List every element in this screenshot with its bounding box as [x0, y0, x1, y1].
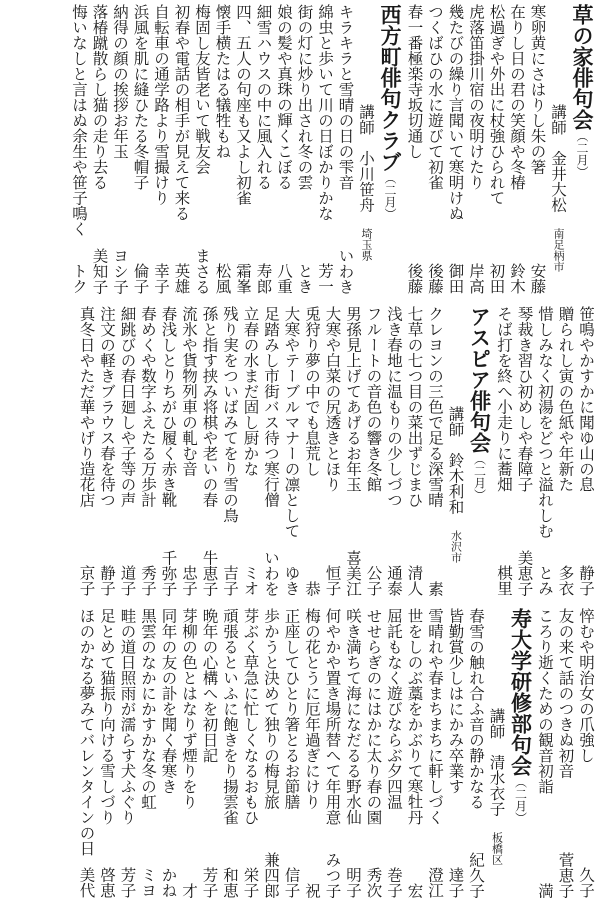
- haiku-author: 道子: [117, 565, 138, 596]
- teacher-label: 講師: [447, 406, 465, 437]
- haiku-verse: 春一番極楽寺坂切通し: [404, 4, 425, 159]
- haiku-entry: [555, 608, 576, 898]
- haiku-entry: [486, 4, 507, 294]
- haiku-entry: [335, 4, 356, 294]
- group-title-text: 寿大学研修部句会: [509, 608, 533, 776]
- haiku-verse: 娘の髪や真珠の輝くこぼる: [274, 4, 295, 190]
- haiku-author: ヨシ子: [110, 248, 131, 295]
- haiku-entry: [179, 306, 200, 596]
- haiku-entry: [130, 4, 151, 294]
- haiku-entry: [281, 608, 302, 898]
- haiku-author: 啓恵: [97, 867, 118, 898]
- teacher-label: 講師: [549, 104, 567, 135]
- haiku-author: 多衣: [555, 565, 576, 596]
- haiku-verse: 真冬日やただ華やげり造花店: [76, 306, 97, 508]
- group-title-kusanoya: [568, 4, 596, 294]
- teacher-line-aspia: [445, 306, 466, 596]
- haiku-author: 幸子: [151, 263, 172, 294]
- haiku-author: 静子: [97, 565, 118, 596]
- haiku-author: 牛恵子: [199, 550, 220, 597]
- haiku-entry: [69, 4, 90, 294]
- haiku-entry: [302, 608, 323, 898]
- haiku-verse: 春雪の触れ合ふ音の静かなる: [466, 608, 487, 810]
- tier-top: [0, 4, 600, 294]
- haiku-author: 菅恵子: [555, 852, 576, 898]
- haiku-entry: [261, 306, 282, 596]
- haiku-entry: [220, 306, 241, 596]
- haiku-entry: [466, 608, 487, 898]
- haiku-entry: [240, 306, 261, 596]
- teacher-line-nishikata: [356, 4, 377, 294]
- teacher-line-kusanoya: [548, 4, 569, 294]
- haiku-author: 祝: [302, 883, 323, 898]
- haiku-entry: [363, 306, 384, 596]
- teacher-line-kotobuki: [486, 608, 507, 898]
- haiku-author: 栄子: [240, 867, 261, 898]
- haiku-author: 美恵子: [514, 550, 535, 597]
- haiku-entry: [233, 4, 254, 294]
- haiku-entry: [535, 306, 556, 596]
- haiku-author: まさる: [192, 248, 213, 295]
- haiku-verse: 浜風を肌に縫ひたる冬帽子: [130, 4, 151, 190]
- haiku-entry: [404, 4, 425, 294]
- group-month: （二月）: [473, 453, 487, 501]
- haiku-entry: [576, 608, 597, 898]
- haiku-verse: 悔いなしと言はぬ余生や笹子鳴く: [69, 4, 90, 237]
- group-month: （二月）: [575, 130, 589, 178]
- haiku-author: 久子: [576, 867, 597, 898]
- haiku-author: 美代: [76, 867, 97, 898]
- haiku-author: いわを: [261, 550, 282, 597]
- group-location: 南足柄市: [552, 228, 565, 272]
- haiku-author: 岸高: [466, 263, 487, 294]
- haiku-verse: 梅の花とうに厄年過ぎにけり: [302, 608, 323, 810]
- haiku-verse: 松過ぎや外出に杖強ひられて: [486, 4, 507, 206]
- haiku-author: 和恵: [220, 867, 241, 898]
- teacher-label: 講師: [488, 708, 506, 739]
- haiku-entry: [110, 4, 131, 294]
- haiku-verse: 畦の道日照雨が濡らす犬ふぐり: [117, 608, 138, 825]
- haiku-author: 才: [179, 883, 200, 898]
- group-month: （二月）: [514, 776, 528, 824]
- haiku-verse: 大寒や白菜の尻透きとほり: [322, 306, 343, 492]
- haiku-verse: 友の来て話のつきぬ初音: [555, 608, 576, 779]
- haiku-verse: 自転車の通学路より雪撮けり: [151, 4, 172, 206]
- haiku-author: 恒子: [322, 565, 343, 596]
- haiku-entry: [151, 4, 172, 294]
- haiku-verse: 寒卵黄にさはりし朱の箸: [527, 4, 548, 175]
- haiku-entry: [425, 608, 446, 898]
- haiku-entry: [89, 4, 110, 294]
- haiku-verse: 七草の七つ目の菜出ずじまひ: [404, 306, 425, 508]
- haiku-verse: 咲き満ちて海になだるる野水仙: [343, 608, 364, 825]
- tier-bottom-columns: [76, 608, 596, 898]
- haiku-entry: [97, 306, 118, 596]
- group-title-aspia: [466, 306, 494, 596]
- haiku-author: 御田: [445, 263, 466, 294]
- haiku-verse: つくばひの水に遊びて初雀: [425, 4, 446, 190]
- haiku-author: 喜美江: [343, 550, 364, 597]
- haiku-verse: 惜しみなく初湯をどつと溢れしむ: [535, 306, 556, 539]
- haiku-entry: [315, 4, 336, 294]
- haiku-verse: 立春の水まだ固し厨かな: [240, 306, 261, 477]
- haiku-entry: [294, 4, 315, 294]
- haiku-verse: 春浅しとりちがひ履く赤き靴: [158, 306, 179, 508]
- haiku-author: ミオ: [240, 565, 261, 596]
- haiku-entry: [445, 608, 466, 898]
- haiku-verse: 男孫見上げてあげるお年玉: [343, 306, 364, 492]
- haiku-entry: [555, 306, 576, 596]
- haiku-verse: 足踏みし市街バス待つ寒行僧: [261, 306, 282, 508]
- group-title-nishikata: [376, 4, 404, 294]
- haiku-verse: 細跳びの春日廻しや子等の声: [117, 306, 138, 508]
- haiku-verse: 何やかや置き場所替へて年用意: [322, 608, 343, 825]
- haiku-author: 恭: [302, 581, 323, 597]
- haiku-verse: 大寒やテーブルマナーの凛として: [281, 306, 302, 539]
- teacher-name: 小川笹舟: [357, 151, 375, 213]
- group-month: （二月）: [383, 172, 397, 220]
- haiku-entry: [507, 4, 528, 294]
- haiku-entry: [363, 608, 384, 898]
- haiku-author: 棋里: [494, 565, 515, 596]
- group-location: 水沢市: [450, 530, 463, 563]
- haiku-verse: ころり逝くための観音初詣: [535, 608, 556, 794]
- haiku-author: 安藤: [527, 263, 548, 294]
- haiku-author: 公子: [363, 565, 384, 596]
- haiku-verse: キラキラと雪晴の日の雫音: [335, 4, 356, 190]
- haiku-author: 素: [425, 581, 446, 597]
- haiku-author: トク: [69, 263, 90, 294]
- haiku-verse: 虎落笛掛川宿の夜明けたり: [466, 4, 487, 190]
- group-title-kotobuki: [507, 608, 535, 898]
- haiku-entry: [343, 608, 364, 898]
- haiku-entry: [158, 306, 179, 596]
- group-title-text: アスピア俳句会: [468, 306, 492, 453]
- group-location: 板橋区: [491, 832, 504, 865]
- haiku-verse: 街の灯に炒り出され冬の雲: [294, 4, 315, 190]
- haiku-verse: 同年の友の訃を聞く春寒き: [158, 608, 179, 794]
- tier-top-columns: [69, 4, 597, 294]
- haiku-verse: 琴裁き習ひ初めしや春障子: [514, 306, 535, 492]
- haiku-entry: [343, 306, 364, 596]
- haiku-entry: [158, 608, 179, 898]
- haiku-verse: 笹鳴やかすかに聞ゆ山の息: [576, 306, 597, 492]
- haiku-entry: [240, 608, 261, 898]
- haiku-author: 通泰: [384, 565, 405, 596]
- haiku-entry: [138, 306, 159, 596]
- haiku-verse: 落椿蹴散らし猫の走り去る: [89, 4, 110, 190]
- haiku-verse: 贈られし寅の色紙や年新た: [555, 306, 576, 492]
- haiku-author: 宏: [404, 883, 425, 898]
- haiku-author: 秀次: [363, 867, 384, 898]
- haiku-entry: [97, 608, 118, 898]
- haiku-entry: [281, 306, 302, 596]
- haiku-verse: 細雪ハウスの中に風入れる: [253, 4, 274, 190]
- haiku-author: 初田: [486, 263, 507, 294]
- haiku-entry: [199, 608, 220, 898]
- haiku-author: いわき: [335, 248, 356, 295]
- tier-middle: [0, 306, 600, 596]
- haiku-author: とみ: [535, 565, 556, 596]
- haiku-verse: 芽柳の色とはなりず煙りをり: [179, 608, 200, 810]
- haiku-author: ゆき: [281, 565, 302, 596]
- haiku-author: 千弥子: [158, 550, 179, 597]
- haiku-author: 芳子: [117, 867, 138, 898]
- haiku-verse: 正座してひとり箸とるお節膳: [281, 608, 302, 810]
- haiku-author: 寿郎: [253, 263, 274, 294]
- haiku-author: 美知子: [89, 248, 110, 295]
- haiku-author: とき: [294, 263, 315, 294]
- haiku-entry: [535, 608, 556, 898]
- haiku-entry: [527, 4, 548, 294]
- haiku-verse: 在りし日の君の笑顔や冬椿: [507, 4, 528, 190]
- haiku-entry: [466, 4, 487, 294]
- haiku-entry: [425, 4, 446, 294]
- haiku-verse: 春めくや数字ふえたる万歩計: [138, 306, 159, 508]
- haiku-author: 後藤: [425, 263, 446, 294]
- haiku-entry: [76, 306, 97, 596]
- haiku-verse: 雪晴れや春まちまちに軒しづく: [425, 608, 446, 825]
- haiku-author: 芳子: [199, 867, 220, 898]
- teacher-label: 講師: [357, 104, 375, 135]
- haiku-verse: 綿虫と歩いて川の日ぼかりかな: [315, 4, 336, 221]
- haiku-entry: [212, 4, 233, 294]
- haiku-verse: 幾たびの繰り言聞いて寒明けぬ: [445, 4, 466, 221]
- haiku-verse: 流氷や貨物列車の軋む音: [179, 306, 200, 477]
- haiku-entry: [179, 608, 200, 898]
- haiku-entry: [576, 306, 597, 596]
- haiku-verse: 残り実をついばみてをり雪の鳥: [220, 306, 241, 523]
- haiku-verse: フルートの音色の響き冬館: [363, 306, 384, 492]
- haiku-entry: [138, 608, 159, 898]
- haiku-entry: [261, 608, 282, 898]
- haiku-entry: [274, 4, 295, 294]
- teacher-name: 清水衣子: [488, 755, 506, 817]
- haiku-entry: [220, 608, 241, 898]
- haiku-verse: 悴むや明治女の爪強し: [576, 608, 597, 763]
- haiku-entry: [384, 608, 405, 898]
- haiku-entry: [404, 608, 425, 898]
- tier-bottom: [0, 608, 600, 898]
- haiku-verse: 晩年の心構へを初日記: [199, 608, 220, 763]
- haiku-author: 吉子: [220, 565, 241, 596]
- haiku-author: 英雄: [171, 263, 192, 294]
- haiku-verse: 孫と指す挟み将棋や老いの春: [199, 306, 220, 508]
- haiku-author: 後藤: [404, 263, 425, 294]
- haiku-verse: 足とめて猫振り向ける雪しづり: [97, 608, 118, 825]
- haiku-entry: [117, 608, 138, 898]
- teacher-name: 鈴木利和: [447, 453, 465, 515]
- haiku-verse: 芽ぶく草急に忙しくなるおもひ: [240, 608, 261, 825]
- haiku-author: 芳一: [315, 263, 336, 294]
- haiku-verse: 四、五人の句座も又よし初雀: [233, 4, 254, 206]
- haiku-entry: [76, 608, 97, 898]
- haiku-entry: [253, 4, 274, 294]
- haiku-entry: [445, 4, 466, 294]
- haiku-entry: [199, 306, 220, 596]
- haiku-verse: 頑張るといふに飽きをり揚雲雀: [220, 608, 241, 825]
- haiku-entry: [322, 306, 343, 596]
- haiku-author: 忠子: [179, 565, 200, 596]
- haiku-author: 静子: [576, 565, 597, 596]
- haiku-verse: そば打を終へ小走りに蕎畑: [494, 306, 515, 492]
- haiku-author: 霜峯: [233, 263, 254, 294]
- haiku-author: 澄江: [425, 867, 446, 898]
- teacher-name: 金井大松: [549, 151, 567, 213]
- haiku-author: 明子: [343, 867, 364, 898]
- haiku-entry: [404, 306, 425, 596]
- haiku-entry: [514, 306, 535, 596]
- haiku-verse: 浅き春地に温もりの少しづつ: [384, 306, 405, 508]
- haiku-verse: 歩かうと決めて独りの梅見旅: [261, 608, 282, 810]
- haiku-author: みつ子: [322, 852, 343, 898]
- haiku-verse: クレヨンの三色で足る深雪晴: [425, 306, 446, 508]
- haiku-verse: 皆勤賞少しはにかみ卒業す: [445, 608, 466, 794]
- group-title-text: 西方町俳句クラブ: [378, 4, 402, 172]
- haiku-author: 満: [535, 883, 556, 898]
- haiku-author: 巻子: [384, 867, 405, 898]
- haiku-verse: せせらぎのにはかに太り春の園: [363, 608, 384, 825]
- haiku-verse: 初春や電話の相手が見えて来る: [171, 4, 192, 221]
- haiku-author: ミヨ: [138, 867, 159, 898]
- haiku-author: 清人: [404, 565, 425, 596]
- haiku-author: かね: [158, 867, 179, 898]
- haiku-entry: [192, 4, 213, 294]
- haiku-entry: [171, 4, 192, 294]
- group-location: 埼玉県: [360, 228, 373, 261]
- haiku-verse: 黒雲のなかにかすかな冬の虹: [138, 608, 159, 810]
- haiku-author: 秀子: [138, 565, 159, 596]
- haiku-verse: 注文の軽きブラウス春を待つ: [97, 306, 118, 508]
- haiku-entry: [322, 608, 343, 898]
- group-title-text: 草の家俳句会: [570, 4, 594, 130]
- haiku-verse: 懐手横たはる犠牲もね: [212, 4, 233, 159]
- haiku-verse: 兎狩り夢の中でも息荒し: [302, 306, 323, 477]
- tier-middle-columns: [76, 306, 596, 596]
- haiku-verse: 梅固し友皆老いて戦友会: [192, 4, 213, 175]
- haiku-verse: 世をしのぶ藁をかぶりて寒牡丹: [404, 608, 425, 825]
- haiku-verse: 屈託もなく遊びならぶ夕四温: [384, 608, 405, 810]
- haiku-entry: [384, 306, 405, 596]
- haiku-entry: [117, 306, 138, 596]
- haiku-author: 達子: [445, 867, 466, 898]
- haiku-verse: 納得の顔の挨拶お年玉: [110, 4, 131, 159]
- haiku-author: 紀久子: [466, 852, 487, 898]
- haiku-entry: [425, 306, 446, 596]
- haiku-author: 松風: [212, 263, 233, 294]
- haiku-verse: ほのかなる夢みてバレンタインの日: [76, 608, 97, 856]
- haiku-author: 八重: [274, 263, 295, 294]
- haiku-author: 京子: [76, 565, 97, 596]
- haiku-entry: [494, 306, 515, 596]
- haiku-author: 信子: [281, 867, 302, 898]
- haiku-author: 兼四郎: [261, 852, 282, 898]
- haiku-entry: [302, 306, 323, 596]
- haiku-author: 鈴木: [507, 263, 528, 294]
- haiku-author: 倫子: [130, 263, 151, 294]
